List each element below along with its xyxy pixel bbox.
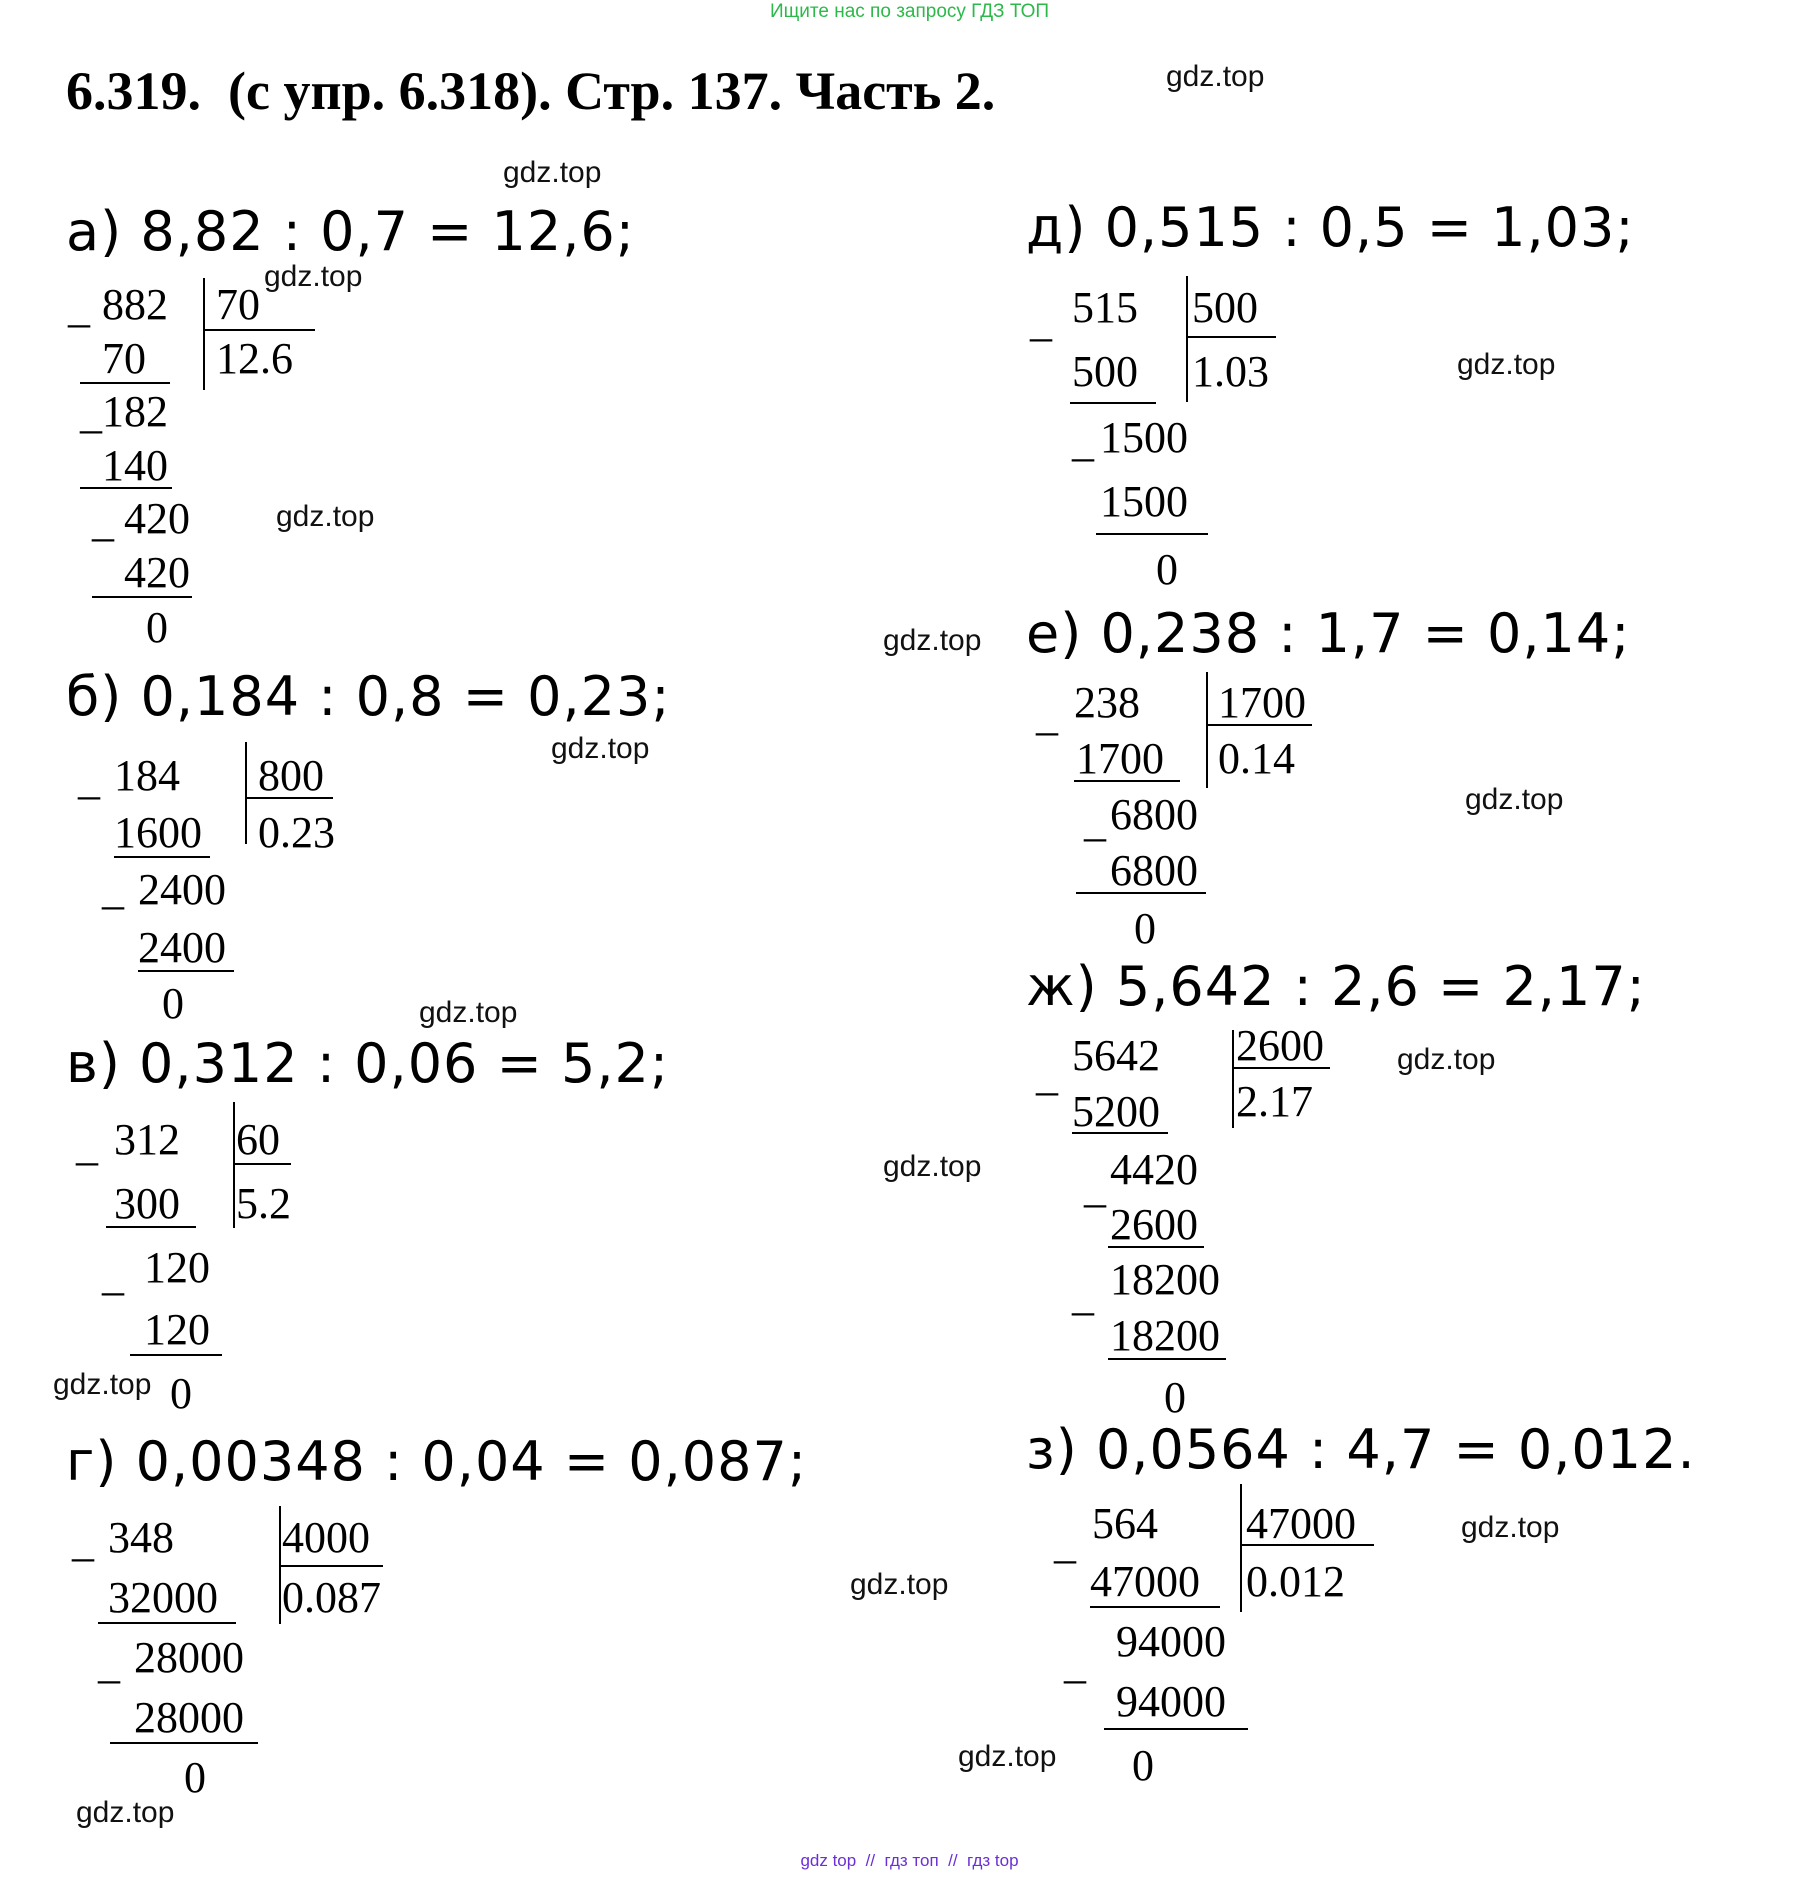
- division-bar: [1240, 1484, 1242, 1612]
- watermark: gdz.top: [419, 996, 518, 1029]
- step: 420: [124, 494, 190, 543]
- divisor: 2600: [1236, 1021, 1324, 1070]
- dividend: 515: [1072, 283, 1138, 332]
- problem-a-equation: а) 8,82 : 0,7 = 12,6;: [66, 200, 635, 263]
- problem-d-equation: д) 0,515 : 0,5 = 1,03;: [1026, 196, 1635, 259]
- divisor-underline: [1188, 336, 1276, 338]
- watermark: gdz.top: [53, 1368, 152, 1401]
- watermark: gdz.top: [883, 1150, 982, 1183]
- step: 0: [170, 1369, 192, 1418]
- minus-sign: _: [1072, 1271, 1094, 1320]
- watermark: gdz.top: [1457, 348, 1556, 381]
- step: 0: [146, 603, 168, 652]
- page-title: 6.319. (с упр. 6.318). Стр. 137. Часть 2.: [66, 61, 996, 121]
- quotient: 0.087: [282, 1573, 381, 1622]
- quotient: 2.17: [1236, 1077, 1313, 1126]
- dividend: 184: [114, 751, 180, 800]
- step-underline: [1108, 1358, 1226, 1360]
- divisor-underline: [247, 797, 333, 799]
- minus-sign: _: [68, 283, 90, 332]
- divisor: 1700: [1218, 678, 1306, 727]
- step: 1500: [1100, 477, 1188, 526]
- watermark: gdz.top: [1461, 1511, 1560, 1544]
- step: 120: [144, 1305, 210, 1354]
- step: 0: [1164, 1373, 1186, 1422]
- step-underline: [130, 1354, 222, 1356]
- divisor: 4000: [282, 1513, 370, 1562]
- step-underline: [80, 487, 172, 489]
- minus-sign: _: [72, 1517, 94, 1566]
- dividend: 564: [1092, 1499, 1158, 1548]
- problem-g-equation: г) 0,00348 : 0,04 = 0,087;: [66, 1430, 808, 1493]
- watermark: gdz.top: [883, 624, 982, 657]
- step-underline: [92, 596, 192, 598]
- minus-sign: _: [80, 389, 102, 438]
- minus-sign: _: [78, 755, 100, 804]
- quotient: 0.23: [258, 808, 335, 857]
- problem-e-equation: е) 0,238 : 1,7 = 0,14;: [1026, 602, 1631, 665]
- step: 182: [102, 387, 168, 436]
- division-bar: [203, 278, 205, 390]
- step-underline: [80, 382, 170, 384]
- division-bar: [233, 1102, 235, 1228]
- step: 1500: [1100, 413, 1188, 462]
- divisor-underline: [281, 1565, 383, 1567]
- step: 140: [102, 441, 168, 490]
- minus-sign: _: [1084, 1163, 1106, 1212]
- dividend: 348: [108, 1513, 174, 1562]
- watermark: gdz.top: [1397, 1043, 1496, 1076]
- step: 0: [1134, 904, 1156, 953]
- step: 28000: [134, 1633, 244, 1682]
- watermark: gdz.top: [1166, 60, 1265, 93]
- divisor: 60: [236, 1115, 280, 1164]
- quotient: 12.6: [216, 334, 293, 383]
- minus-sign: _: [1084, 797, 1106, 846]
- step: 2400: [138, 865, 226, 914]
- dividend: 5642: [1072, 1031, 1160, 1080]
- problem-v-equation: в) 0,312 : 0,06 = 5,2;: [66, 1032, 670, 1095]
- divisor: 70: [216, 280, 260, 329]
- step: 420: [124, 548, 190, 597]
- division-bar: [1206, 672, 1208, 788]
- minus-sign: _: [1036, 691, 1058, 740]
- step: 300: [114, 1179, 180, 1228]
- step-underline: [1096, 533, 1208, 535]
- divisor: 500: [1192, 283, 1258, 332]
- step: 6800: [1110, 846, 1198, 895]
- step: 2600: [1110, 1200, 1198, 1249]
- step-underline: [1070, 402, 1156, 404]
- minus-sign: _: [98, 1639, 120, 1688]
- step-underline: [1076, 892, 1206, 894]
- step: 4420: [1110, 1145, 1198, 1194]
- division-bar: [245, 742, 247, 844]
- divisor-underline: [1208, 724, 1312, 726]
- watermark: gdz.top: [276, 500, 375, 533]
- divisor: 800: [258, 751, 324, 800]
- step-underline: [1108, 1246, 1204, 1248]
- step-underline: [138, 970, 234, 972]
- step-underline: [106, 1226, 196, 1228]
- watermark: gdz.top: [551, 732, 650, 765]
- step-underline: [1104, 1728, 1248, 1730]
- step-underline: [1074, 780, 1180, 782]
- step-underline: [1072, 1132, 1168, 1134]
- step: 0: [184, 1753, 206, 1802]
- minus-sign: _: [102, 1251, 124, 1300]
- dividend: 312: [114, 1115, 180, 1164]
- quotient: 1.03: [1192, 347, 1269, 396]
- minus-sign: _: [1036, 1051, 1058, 1100]
- division-bar: [1186, 276, 1188, 402]
- footer-links[interactable]: gdz top // гдз топ // гдз top: [800, 1851, 1019, 1870]
- step: 120: [144, 1243, 210, 1292]
- divisor: 47000: [1246, 1499, 1356, 1548]
- minus-sign: _: [92, 497, 114, 546]
- step: 94000: [1116, 1617, 1226, 1666]
- step-underline: [114, 856, 210, 858]
- watermark: gdz.top: [76, 1796, 175, 1829]
- minus-sign: _: [102, 865, 124, 914]
- watermark: gdz.top: [850, 1568, 949, 1601]
- step: 5200: [1072, 1087, 1160, 1136]
- quotient: 0.012: [1246, 1557, 1345, 1606]
- dividend: 882: [102, 280, 168, 329]
- divisor-underline: [1234, 1067, 1330, 1069]
- problem-zh-equation: ж) 5,642 : 2,6 = 2,17;: [1026, 955, 1646, 1018]
- watermark: gdz.top: [503, 156, 602, 189]
- step: 0: [1156, 545, 1178, 594]
- problem-b-equation: б) 0,184 : 0,8 = 0,23;: [66, 665, 671, 728]
- step-underline: [110, 1742, 258, 1744]
- step: 47000: [1090, 1557, 1200, 1606]
- step: 6800: [1110, 790, 1198, 839]
- watermark: gdz.top: [1465, 783, 1564, 816]
- step: 28000: [134, 1693, 244, 1742]
- step: 0: [162, 979, 184, 1028]
- step: 32000: [108, 1573, 218, 1622]
- minus-sign: _: [1064, 1639, 1086, 1688]
- minus-sign: _: [76, 1121, 98, 1170]
- step: 70: [102, 334, 146, 383]
- step: 18200: [1110, 1255, 1220, 1304]
- step-underline: [1090, 1606, 1220, 1608]
- step: 2400: [138, 923, 226, 972]
- step: 1600: [114, 808, 202, 857]
- dividend: 238: [1074, 678, 1140, 727]
- watermark: gdz.top: [264, 260, 363, 293]
- step: 0: [1132, 1741, 1154, 1790]
- division-bar: [1232, 1030, 1234, 1128]
- divisor-underline: [1242, 1544, 1374, 1546]
- problem-z-equation: з) 0,0564 : 4,7 = 0,012.: [1026, 1418, 1696, 1481]
- quotient: 0.14: [1218, 734, 1295, 783]
- step-underline: [98, 1622, 236, 1624]
- search-banner[interactable]: Ищите нас по запросу ГДЗ ТОП: [769, 1, 1050, 22]
- step: 1700: [1076, 734, 1164, 783]
- step: 94000: [1116, 1677, 1226, 1726]
- step: 18200: [1110, 1311, 1220, 1360]
- quotient: 5.2: [236, 1179, 291, 1228]
- minus-sign: _: [1030, 297, 1052, 346]
- divisor-underline: [235, 1163, 291, 1165]
- step: 500: [1072, 347, 1138, 396]
- divisor-underline: [205, 329, 315, 331]
- minus-sign: _: [1054, 1519, 1076, 1568]
- watermark: gdz.top: [958, 1740, 1057, 1773]
- minus-sign: _: [1072, 417, 1094, 466]
